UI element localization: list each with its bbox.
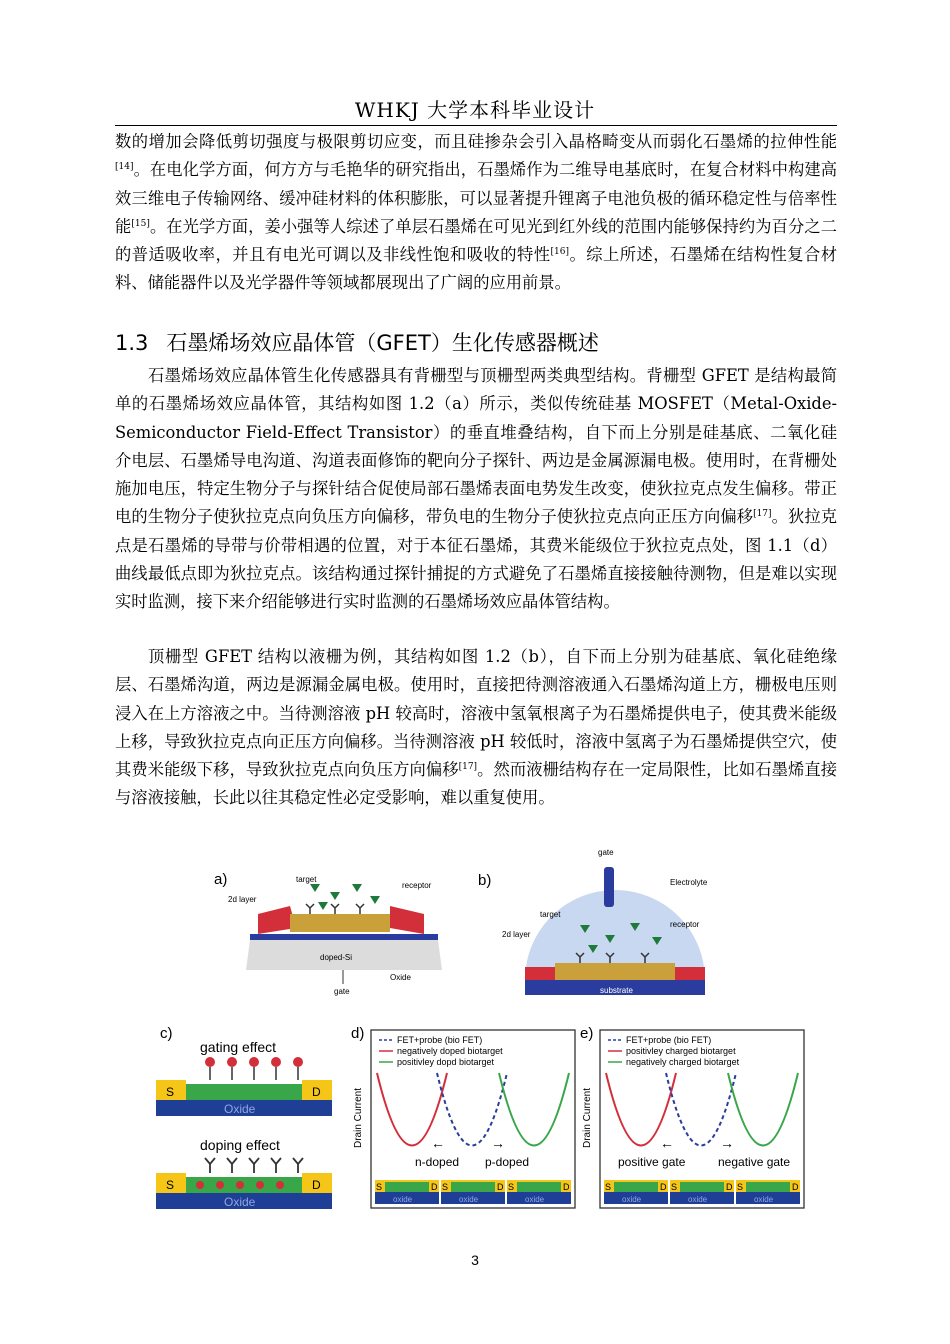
s-label-e1: S <box>605 1182 612 1192</box>
substrate-label: substrate <box>600 986 633 995</box>
target-label-b: target <box>540 910 561 919</box>
ylabel-e: Drain Current <box>582 1087 593 1148</box>
doped-si-label: doped-Si <box>320 953 353 962</box>
gating-molecules <box>205 1057 303 1080</box>
receptor-probes <box>306 904 364 914</box>
doping-probes <box>205 1158 303 1173</box>
para1-text-1: 数的增加会降低剪切强度与极限剪切应变，而且硅掺杂会引入晶格畸变从而弱化石墨烯的拉伸性能 <box>115 132 837 151</box>
para1-text-4: 。综上所述，石墨烯在结构性复合材料、储能器件以及光学器件等领域都展现出了广阔的应用前景。 <box>115 245 837 293</box>
d-label-e1: D <box>660 1182 667 1192</box>
legend2-e: positivley charged biotarget <box>626 1046 736 1056</box>
s-label-d1: S <box>376 1182 383 1192</box>
panel-b-label: b) <box>478 872 492 889</box>
oxide-layer <box>250 934 438 940</box>
figure-panel-c <box>152 1018 347 1213</box>
oxide-label-d3: oxide <box>525 1195 545 1204</box>
figure-panel-b <box>470 845 730 1000</box>
pdoped-label: p-doped <box>485 1155 530 1169</box>
legend2-d: negatively doped biotarget <box>397 1046 503 1056</box>
legend3-d: positivley dopd biotarget <box>397 1057 495 1067</box>
d-label-d1: D <box>431 1182 438 1192</box>
panel-c-label: c) <box>160 1025 173 1042</box>
para1-text-3: 。在光学方面，姜小强等人综述了单层石墨烯在可见光到红外线的范围内能够保持约为百分之二的普适吸收率，并且有电光可调以及非线性饱和吸收的特性 <box>115 216 837 265</box>
header-rule <box>115 125 837 126</box>
ylabel-d: Drain Current <box>353 1087 364 1148</box>
graphene-layer <box>290 914 390 932</box>
s-label-d2: S <box>442 1182 449 1192</box>
arrow-right-e: → <box>720 1135 734 1151</box>
para1-text-2: 。在电化学方面，何方方与毛艳华的研究指出，石墨烯作为二维导电基底时，在复合材料中构建高效三维电子传输网络、缓冲硅材料的体积膨胀，可以显著提升锂离子电池负极的循环稳定性与倍率性能 <box>115 160 837 236</box>
arrow-right-d: → <box>491 1135 505 1151</box>
s-label-e2: S <box>671 1182 678 1192</box>
d-label-e2: D <box>726 1182 733 1192</box>
target-molecules <box>310 884 380 910</box>
citation-14: [14] <box>115 162 134 173</box>
oxide-label: Oxide <box>390 973 411 982</box>
source-label-c2: S <box>166 1178 175 1192</box>
section-heading <box>115 327 599 357</box>
paragraph-1 <box>115 128 837 298</box>
page-header: WHKJ 大学本科毕业设计 <box>354 98 596 122</box>
para3-text-2: 。然而液栅结构存在一定局限性，比如石墨烯直接与溶液接触，长此以往其稳定性必定受影响，难以重复使用。 <box>115 760 837 808</box>
panel-e-label: e) <box>580 1025 594 1042</box>
source-label-c1: S <box>166 1085 175 1099</box>
receptor-label: receptor <box>402 881 432 890</box>
section-number: 1.3 <box>115 331 149 355</box>
receptor-label-b: receptor <box>670 920 700 929</box>
s-label-d3: S <box>508 1182 515 1192</box>
drain-label-c2: D <box>312 1178 321 1192</box>
citation-17a: [17] <box>753 509 772 520</box>
page-number: 3 <box>471 1252 479 1268</box>
oxide-label-d1: oxide <box>393 1195 413 1204</box>
gating-effect-label: gating effect <box>200 1039 277 1055</box>
electrolyte-label: Electrolyte <box>670 878 708 887</box>
figure-panel-e <box>578 1018 813 1213</box>
graphene-layer-b <box>555 963 675 980</box>
para2-text-2: 。狄拉克点是石墨烯的导带与价带相遇的位置，对于本征石墨烯，其费米能级位于狄拉克点处，图 1.1（d）曲线最低点即为狄拉克点。该结构通过探针捕捉的方式避免了石墨烯直接接触待测物，但是难以实现实时监测，接下来介绍能够进行实时监测的石墨烯场效应晶体管结构。 <box>115 507 837 612</box>
legend1-e: FET+probe (bio FET) <box>626 1035 712 1045</box>
drain-label-c1: D <box>312 1085 321 1099</box>
citation-17b: [17] <box>458 762 478 773</box>
drain-electrode-b <box>675 967 705 980</box>
gate-label-b: gate <box>598 848 614 857</box>
layer-label-b: 2d layer <box>502 930 531 939</box>
oxide-label-e1: oxide <box>622 1195 642 1204</box>
gate-electrode <box>604 867 614 907</box>
citation-16: [16] <box>550 247 569 258</box>
paragraph-3 <box>115 643 837 813</box>
paragraph-2 <box>115 362 837 617</box>
legend3-e: negatively charged biotarget <box>626 1057 740 1067</box>
positive-gate-label: positive gate <box>618 1155 686 1169</box>
para3-text-1: 顶栅型 GFET 结构以液栅为例，其结构如图 1.2（b），自下而上分别为硅基底、氧化硅绝缘层、石墨烯沟道，两边是源漏金属电极。使用时，直接把待测溶液通入石墨烯沟道上方，栅极电压则浸入在上方溶液之中。当待测溶液 pH 较高时，溶液中氢氧根离子为石墨烯提供电子，使其费米能级上移，导致狄拉克点向正压方向偏移。当待测溶液 pH 较低时，溶液中氢离子为石墨烯提供空穴，使其费米能级下移，导致狄拉克点向负压方向偏移 <box>115 647 837 780</box>
para2-text-1: 石墨烯场效应晶体管生化传感器具有背栅型与顶栅型两类典型结构。背栅型 GFET 是结构最简单的石墨烯场效应晶体管，其结构如图 1.2（a）所示，类似传统硅基 MOSFET（Metal-Oxide-Semiconductor Field-Effect Transistor）的垂直堆叠结构，自下而上分别是硅基底、二氧化硅介电层、石墨烯导电沟道、沟道表面修饰的靶向分子探针、两边是金属源漏电极。使用时，在背栅处施加电压，特定生物分子与探针结合促使局部石墨烯表面电势发生改变，使狄拉克点发生偏移。带正电的生物分子使狄拉克点向负压方向偏移，带负电的生物分子使狄拉克点向正压方向偏移 <box>115 366 837 527</box>
d-label-e3: D <box>792 1182 799 1192</box>
source-electrode-b <box>525 967 555 980</box>
gate-label: gate <box>334 987 350 996</box>
oxide-label-c2: Oxide <box>224 1195 256 1209</box>
drain-electrode <box>390 906 424 934</box>
ndoped-label: n-doped <box>415 1155 460 1169</box>
figure-panel-a <box>210 862 460 1002</box>
figure-panel-d <box>347 1018 582 1213</box>
oxide-label-d2: oxide <box>459 1195 479 1204</box>
oxide-label-c1: Oxide <box>224 1102 256 1116</box>
oxide-label-e3: oxide <box>754 1195 774 1204</box>
arrow-left-d: ← <box>431 1135 445 1151</box>
d-label-d3: D <box>563 1182 570 1192</box>
target-label: target <box>296 875 317 884</box>
layer-label: 2d layer <box>228 895 257 904</box>
doping-effect-label: doping effect <box>200 1137 280 1153</box>
oxide-label-e2: oxide <box>688 1195 708 1204</box>
legend1-d: FET+probe (bio FET) <box>397 1035 483 1045</box>
s-label-e3: S <box>737 1182 744 1192</box>
section-title: 石墨烯场效应晶体管（GFET）生化传感器概述 <box>166 331 599 355</box>
citation-15: [15] <box>131 218 150 229</box>
panel-a-label: a) <box>214 871 228 888</box>
arrow-left-e: ← <box>660 1135 674 1151</box>
d-label-d2: D <box>497 1182 504 1192</box>
panel-d-label: d) <box>351 1025 365 1042</box>
negative-gate-label: negative gate <box>718 1155 791 1169</box>
channel-c1 <box>186 1084 302 1100</box>
